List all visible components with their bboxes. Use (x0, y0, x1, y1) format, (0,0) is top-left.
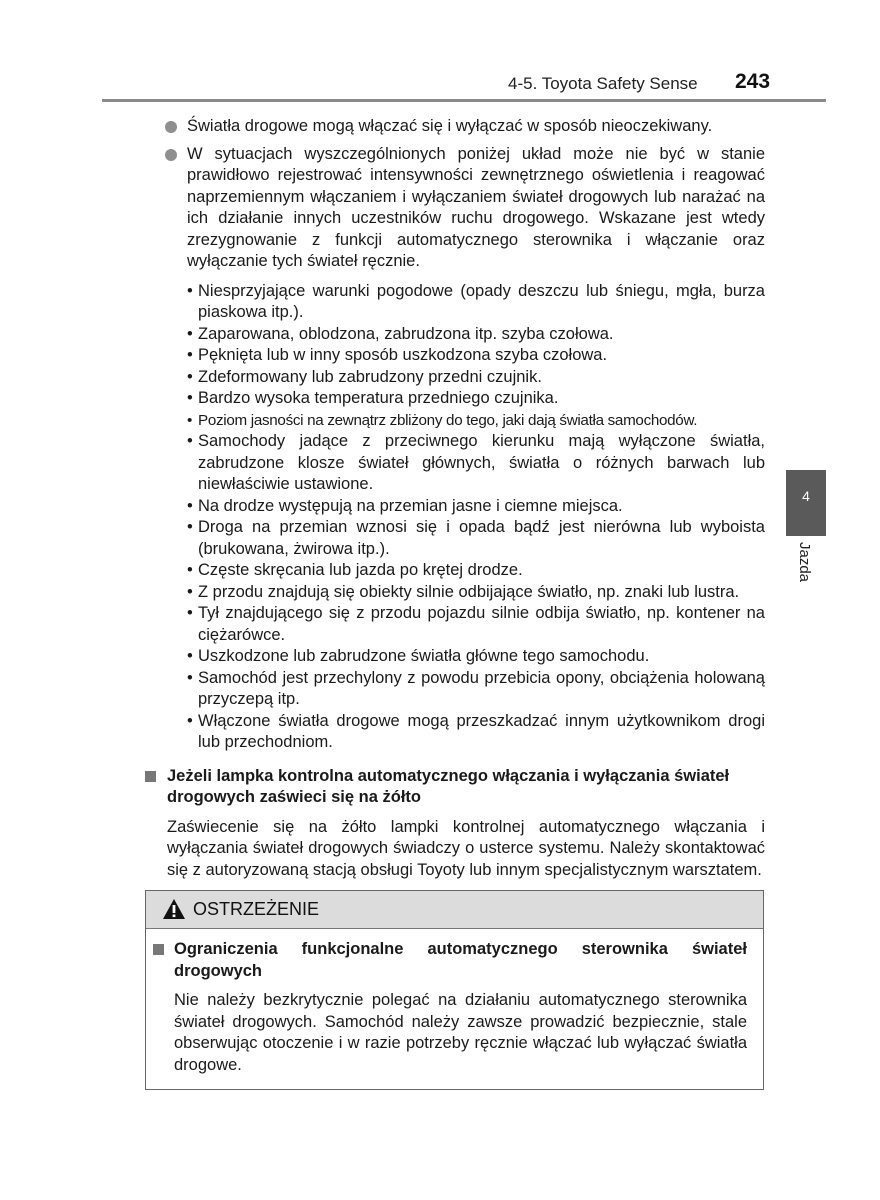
bullet-dot-icon: • (187, 324, 193, 343)
section-body: Zaświecenie się na żółto lampki kontrolnej automatycznego włączania i wyłączania świateł drogowych świadczy o usterce systemu. Należy skontaktować się z autoryzowaną stacją obsługi Toyoty lub innym specjalistycznym warsztatem. (167, 817, 765, 879)
warning-text: Nie należy bezkrytycznie polegać na działaniu automatycznego sterownika świateł drogowych. Samochód należy zawsze prowadzić bezpiecznie, stale obserwując otoczenie i w razie potrzeby ręcznie włączać lub wyłączać światła drogowe. (174, 991, 747, 1074)
chapter-label-container (786, 542, 826, 602)
bullet-dot-icon: • (187, 411, 193, 429)
condition-item (145, 517, 765, 560)
condition-item (145, 711, 765, 754)
page-content (145, 116, 765, 881)
condition-item (145, 410, 765, 432)
circle-bullet-icon (165, 121, 177, 133)
section-heading: Jeżeli lampka kontrolna automatycznego włączania i wyłączania świateł drogowych zaświeci się na żółto (167, 766, 730, 806)
circle-bullet-icon (165, 149, 177, 161)
condition-text: Zaparowana, oblodzona, zabrudzona itp. szyba czołowa. (198, 324, 614, 343)
condition-item (145, 345, 765, 367)
square-bullet-icon (153, 944, 164, 955)
condition-item (145, 367, 765, 389)
condition-text: Niesprzyjające warunki pogodowe (opady deszczu lub śniegu, mgła, burza piaskowa itp.). (198, 281, 765, 321)
condition-text: Na drodze występują na przemian jasne i ciemne miejsca. (198, 496, 623, 515)
header-divider (102, 99, 826, 102)
bullet-dot-icon: • (187, 496, 193, 515)
bullet-dot-icon: • (187, 367, 193, 386)
warning-triangle-icon (162, 898, 186, 920)
bullet-dot-icon: • (187, 711, 193, 730)
note-item (145, 144, 765, 273)
warning-content (146, 929, 763, 1076)
warning-header (146, 891, 763, 929)
conditions-list (145, 281, 765, 754)
bullet-dot-icon: • (187, 518, 193, 536)
condition-text: Poziom jasności na zewnątrz zbliżony do tego, jaki dają światła samochodów. (198, 411, 698, 429)
bullet-dot-icon: • (187, 647, 193, 665)
bullet-dot-icon: • (187, 346, 193, 364)
condition-item (145, 388, 765, 410)
bullet-dot-icon: • (187, 604, 193, 622)
note-text: Światła drogowe mogą włączać się i wyłączać w sposób nieoczekiwany. (187, 117, 713, 135)
condition-text: Bardzo wysoka temperatura przedniego czujnika. (198, 389, 559, 407)
condition-text: Zdeformowany lub zabrudzony przedni czujnik. (198, 367, 542, 386)
condition-text: Częste skręcania lub jazda po krętej drodze. (198, 561, 523, 579)
condition-item (145, 668, 765, 711)
condition-item (145, 324, 765, 346)
square-bullet-icon (145, 771, 156, 782)
bullet-dot-icon: • (187, 281, 193, 300)
condition-text: Droga na przemian wznosi się i opada bądź jest nierówna lub wyboista (brukowana, żwirowa itp.). (198, 518, 765, 558)
chapter-number: 4 (802, 488, 810, 504)
condition-item (145, 603, 765, 646)
condition-text: Tył znajdującego się z przodu pojazdu silnie odbija światło, np. kontener na ciężarówce. (198, 604, 765, 644)
condition-text: Samochody jadące z przeciwnego kierunku mają wyłączone światła, zabrudzone klosze świateł głównych, światła o różnych barwach lub niewłaściwie ustawione. (198, 432, 765, 493)
page-number: 243 (735, 70, 771, 93)
condition-item (145, 281, 765, 324)
bullet-dot-icon: • (187, 389, 193, 407)
indicator-section (145, 766, 765, 882)
section-title: 4-5. Toyota Safety Sense (508, 74, 698, 93)
note-text: W sytuacjach wyszczególnionych poniżej układ może nie być w stanie prawidłowo rejestrować intensywności zewnętrznego oświetlenia i reagować naprzemiennym włączaniem i wyłączaniem świateł drogowych lub narażać na ich działanie innych uczestników ruchu drogowego. Wskazane jest wtedy zrezygnowanie z funkcji automatycznego sterownika i włączanie oraz wyłączanie tych świateł ręcznie. (187, 144, 765, 270)
warning-label: OSTRZEŻENIE (193, 899, 320, 919)
bullet-dot-icon: • (187, 432, 193, 450)
condition-text: Włączone światła drogowe mogą przeszkadzać innym użytkownikom drogi lub przechodniom. (198, 711, 765, 751)
bullet-dot-icon: • (187, 668, 193, 687)
condition-text: Z przodu znajdują się obiekty silnie odbijające światło, np. znaki lub lustra. (198, 582, 740, 601)
condition-item (145, 646, 765, 668)
warning-title: Ograniczenia funkcjonalne automatycznego sterownika świateł drogowych (174, 940, 747, 980)
bullet-dot-icon: • (187, 561, 193, 579)
condition-item (145, 560, 765, 582)
condition-text: Uszkodzone lub zabrudzone światła główne tego samochodu. (198, 647, 650, 665)
page-header (0, 0, 880, 104)
note-item (145, 116, 765, 138)
chapter-label: Jazda (796, 542, 813, 583)
condition-item (145, 582, 765, 604)
condition-text: Pęknięta lub w inny sposób uszkodzona szyba czołowa. (198, 346, 608, 364)
condition-item (145, 496, 765, 518)
condition-text: Samochód jest przechylony z powodu przebicia opony, obciążenia holowaną przyczepą itp. (198, 668, 765, 708)
chapter-tab (786, 470, 826, 536)
warning-box (145, 890, 764, 1090)
bullet-dot-icon: • (187, 582, 193, 601)
condition-item (145, 431, 765, 496)
